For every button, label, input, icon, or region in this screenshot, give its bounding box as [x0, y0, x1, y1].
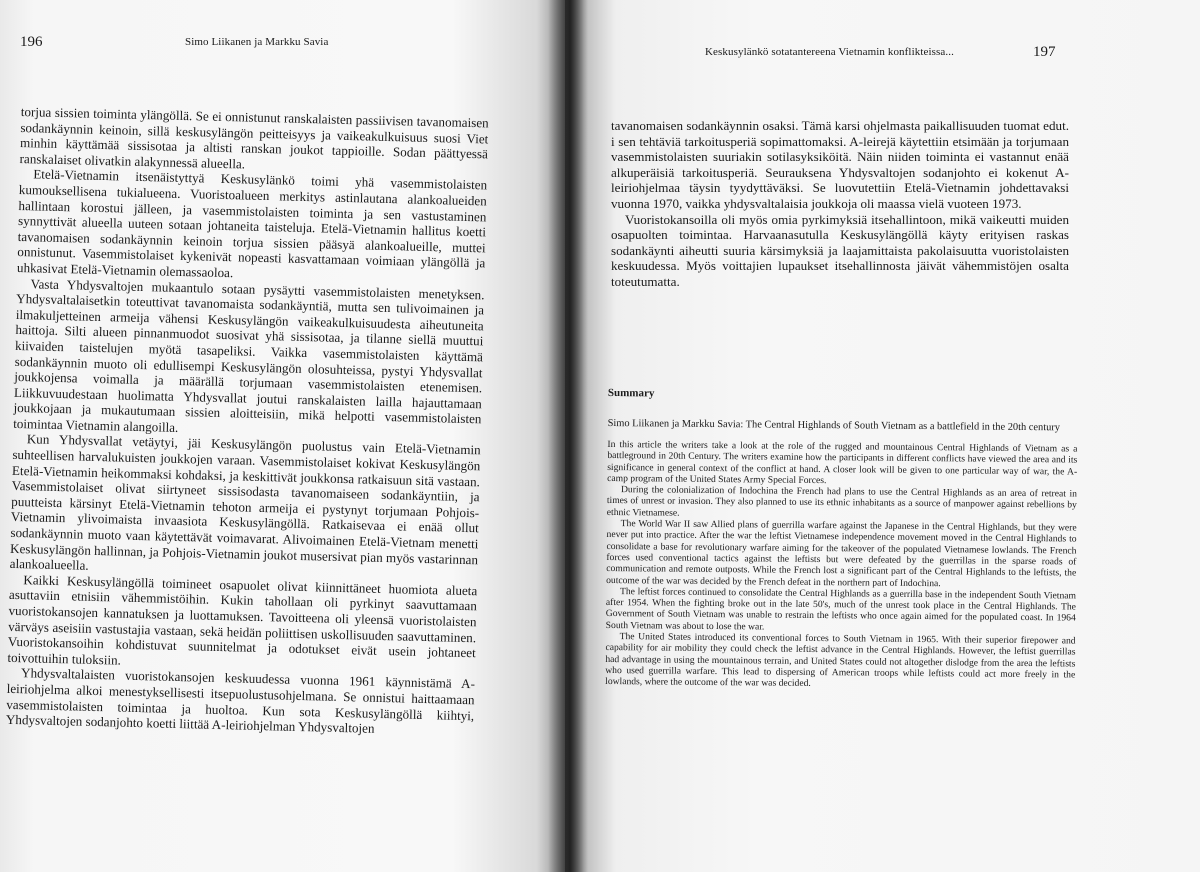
- left-page: [0, 0, 565, 872]
- summary-section: [605, 387, 1078, 692]
- page-number-right: 197: [1033, 44, 1056, 60]
- summary-paragraph: The United States introduced its conventional forces to South Vietnam in 1965. With their superior firepower and capability for air mobility they could check the leftist advance in the Central Highlands. However, the leftist guerrillas had advantage in using the mountainous terrain, and United States could not altogether dislodge from the area the leftists who used guerrilla warfare. This lead to dispersing of American troops while leftists could act more freely in the lowlands, where the outcome of the war was decided.: [605, 631, 1076, 690]
- paragraph: Kaikki Keskusylängöllä toimineet osapuolet olivat kiinnittäneet huomiota alueta asuttaviin etnisiin vähemmistöihin. Kukin tahollaan oli pyrkinyt saavuttamaan vuoristokansojen kannatuksen ja luottamuksen. Tavoitteena oli yleensä vuoristolaisten värväys aseisiin vastustajia vastaan, sekä heidän poliittisen uskollisuuden saavuttaminen. Vuoristokansoihin kohdistuvat suunnitelmat ja odotukset eivät usein johtaneet toivottuihin tuloksiin.: [7, 572, 478, 668]
- summary-paragraph: During the colonialization of Indochina the French had plans to use the Central Highlands as an area of retreat in times of unrest or invasion. They also planned to use its ethnic inhabitants as a source of manpower against rebellions by ethnic Vietnamese.: [606, 484, 1078, 519]
- summary-paragraph: The leftist forces continued to consolidate the Central Highlands as a guerrilla base in the independent South Vietnam after 1954. When the fighting broke out in the late 50's, much of the unrest took place in the Central Highlands. The Government of South Vietnam was unable to restrain the leftists who once again aimed for the populated coast. In 1964 South Vietnam was about to lose the war.: [605, 585, 1077, 633]
- paragraph: Yhdysvaltalaisten vuoristokansojen keskuudessa vuonna 1961 käynnistämä A-leiriohjelma alkoi menestyksellisesti itsepuolustusohjelmana. Se onnistui haittaamaan vasemmistolaisten toimintaa ja huoltoa. Kun sota Keskusylängöllä kiihtyi, Yhdysvaltojen sodanjohto koetti liittää A-leiriohjelman Yhdysvaltojen: [5, 665, 476, 736]
- summary-paragraph: The World War II saw Allied plans of guerrilla warfare against the Japanese in the Central Highlands, but they were never put into practice. After the war the leftist Vietnamese independence movement moved in the Central Highlands to consolidate a base for revolutionary warfare aiming for the takeover of the populated Vietnamese lowlands. The French forces used conventional tactics against the leftists but were defeated by the guerrillas in the sparse roads of communication and remote outposts. While the French lost a significant part of the Central Highlands to the leftists, the outcome of the war was decided by the French defeat in the northern part of Indochina.: [606, 518, 1077, 589]
- right-page-body: [611, 118, 1069, 290]
- paragraph: Vasta Yhdysvaltojen mukaantulo sotaan pysäytti vasemmistolaisten menetyksen. Yhdysvaltalaisetkin toteuttivat tavanomaista sodankäyntiä, mutta sen tulivoimainen ja ilmakuljetteinen armeija vähensi Keskusylängön vaikeakulkuisuudesta aiheutuneita haittoja. Silti alueen pinnanmuodot suosivat yhä sissisotaa, ja tilanne siellä muuttui kiivaiden taistelujen myötä tasapeliksi. Vaikka vasemmistolaisten käyttämä sodankäynnin muoto oli edullisempi Keskusylängön olosuhteissa, pystyi Yhdysvallat joukkojensa voimalla ja määrällä torjumaan vasemmistolaisten etenemisen. Liikkuvuudestaan huolimatta Yhdysvallat joutui ranskalaisten lailla hajauttamaan joukkojaan ja mukautumaan sissien aloitteisiin, mikä helpotti vasemmistolaisten toimintaa Vietnamin alangoilla.: [13, 275, 485, 435]
- summary-paragraph: In this article the writers take a look at the role of the rugged and mountainous Central Highlands of Vietnam as a battleground in 20th Century. The writers examine how the participants in different conflicts have viewed the area and its significance in general context of the conflict at hand. A closer look will be given to one particular way of war, the A-camp program of the United States Army Special Forces.: [607, 438, 1078, 486]
- paragraph: Vuoristokansoilla oli myös omia pyrkimyksiä itsehallintoon, mikä vaikeutti muiden osapuolten toimintaa. Harvaanasutulla Keskusylängöllä käyty erityisen raskas sodankäynti aiheutti suuria kärsimyksiä ja laajamittaista pakolaisuutta vuoristolaisten keskuudessa. Myös voittajien lupaukset itsehallinnosta jäivät vähemmistöjen osalta toteutumatta.: [611, 211, 1069, 289]
- running-head-left: Simo Liikanen ja Markku Savia: [185, 36, 329, 48]
- paragraph: Kun Yhdysvallat vetäytyi, jäi Keskusylängön puolustus vain Etelä-Vietnamin suhteellisen harvalukuisten joukkojen varaan. Vasemmistolaiset kokivat Keskusylängön Etelä-Vietnamin heikommaksi kohdaksi, ja keskittivät joukkonsa ratkaisuun sitä vastaan. Vasemmistolaiset olivat siirtyneet sissisodasta tavanomaiseen sodankäyntiin, ja puutteista kärsinyt Etelä-Vietnamin tehoton armeija ei pystynyt torjumaan Pohjois-Vietnamin ylivoimaista invaasiota Keskusylängöllä. Ratkaisevaa ei enää ollut sodankäynnin muoto vaan käytettävät voimavarat. Alivoimainen Etelä-Vietnam menetti Keskusylängön hallinnan, ja Pohjois-Vietnamin joukot musersivat pian myös vastarinnan alankoalueella.: [9, 431, 481, 574]
- right-page: [565, 0, 1200, 872]
- left-page-body: [6, 104, 489, 739]
- paragraph: Etelä-Vietnamin itsenäistyttyä Keskusylänkö toimi yhä vasemmistolaisten kumouksellisena tukialueena. Vuoristoalueen merkitys astinlautana alankoalueiden hallintaan korostui jälleen, ja vasemmistolaisten toiminta ja sen vastustaminen synnyttivät alueella uuteen sotaan johtaneita taisteluja. Etelä-Vietnamin hallitus koetti tavanomaisen sodankäynnin keinoin torjua sissien pääsyä alankoalueille, muttei onnistunut. Vasemmistolaiset kykenivät nopeasti kasvattamaan voimiaan ylängöllä ja uhkasivat Etelä-Vietnamin olemassaoloa.: [16, 166, 488, 281]
- paragraph: tavanomaisen sodankäynnin osaksi. Tämä karsi ohjelmasta paikallisuuden tuomat edut. i sen tehtäviä tarkoitusperiä sopimattomaksi. A-leirejä käytettiin etsimään ja torjumaan vasemmistolaisten suuriakin sotilasyksiköitä. Näin niiden toiminta ei vastannut enää alkuperäisiä tarkoitusperiä. Seurauksena Yhdysvaltojen sodanjohto ei kokenut A-leiriohjelmaa täysin tyydyttäväksi. Se luovutettiin Etelä-Vietnamin johdettavaksi vuonna 1970, vaikka yhdysvaltalaisia joukkoja oli maassa vielä vuoteen 1973.: [611, 118, 1069, 211]
- book-gutter-shadow: [548, 0, 588, 872]
- running-head-right: Keskusylänkö sotatantereena Vietnamin konflikteissa...: [705, 46, 954, 58]
- paragraph: torjua sissien toiminta ylängöllä. Se ei onnistunut ranskalaisten passiivisen tavanomaisen sodankäynnin keinoin, sillä keskusylängön peitteisyys ja vaikeakulkuisuus suosi Viet minhin käyttämää sissisotaa ja altisti ranskan joukot tappioille. Sodan päättyessä ranskalaiset olivatkin alakynnessä alueella.: [19, 104, 489, 172]
- page-number-left: 196: [20, 34, 43, 50]
- summary-heading: Summary: [607, 387, 655, 400]
- summary-byline: Simo Liikanen ja Markku Savia: The Central Highlands of South Vietnam as a battlefield in the 20th century: [607, 417, 1061, 434]
